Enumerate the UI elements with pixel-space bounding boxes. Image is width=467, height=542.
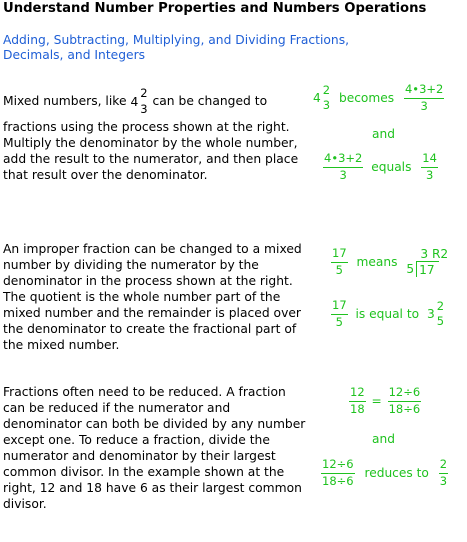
frac-den: 18÷6 xyxy=(322,473,354,488)
frac-num: 14 xyxy=(421,153,438,168)
mixed-den: 3 xyxy=(322,98,331,112)
mixed-whole: 4 xyxy=(130,94,139,109)
section3-and: and xyxy=(372,432,395,446)
section3-example2 xyxy=(321,459,448,487)
mixed-whole: 3 xyxy=(426,307,435,321)
ex2-fraction xyxy=(321,459,355,487)
page-subtitle: Adding, Subtracting, Multiplying, and Dividing Fractions, Decimals, and Integers xyxy=(3,33,350,62)
section1-inline-mixed-number xyxy=(130,88,148,115)
ex2-result xyxy=(439,459,448,487)
frac-den: 5 xyxy=(335,314,343,329)
frac-den: 18 xyxy=(350,401,365,416)
frac-num: 17 xyxy=(331,248,348,263)
section3-example1 xyxy=(349,387,421,415)
frac-den: 3 xyxy=(339,167,347,182)
long-division xyxy=(406,247,448,277)
ex2-fraction xyxy=(331,300,348,328)
section1-text-rest: fractions using the process shown at the right. Multiply the denominator by the whole number, add the result to the numerator, and then place that result over the denominator. xyxy=(3,120,299,182)
reduces-to-label: reduces to xyxy=(364,465,429,480)
frac-num: 12÷6 xyxy=(388,387,422,402)
section1-text-after: can be changed to xyxy=(152,94,268,108)
frac-den: 18÷6 xyxy=(388,401,421,416)
becomes-label: becomes xyxy=(338,90,395,105)
frac-num: 12 xyxy=(349,387,366,402)
section1-and: and xyxy=(372,127,395,141)
mixed-whole: 4 xyxy=(313,91,321,105)
frac-num: 12÷6 xyxy=(321,459,355,474)
ex2-result xyxy=(421,153,438,181)
mixed-den: 5 xyxy=(436,314,445,328)
section1-paragraph xyxy=(3,88,308,183)
frac-num: 4•3+2 xyxy=(323,153,363,168)
section2-example1 xyxy=(331,247,448,277)
division-dividend: 17 xyxy=(416,261,439,277)
section1-example2 xyxy=(323,153,438,181)
section2-example2 xyxy=(331,300,445,328)
is-equal-to-label: is equal to xyxy=(355,306,420,321)
ex1-right-fraction xyxy=(388,387,422,415)
mixed-den: 3 xyxy=(140,101,148,116)
ex1-mixed-number xyxy=(313,82,331,112)
frac-num: 17 xyxy=(331,300,348,315)
equals-label: equals xyxy=(371,159,412,174)
division-quotient: 3 R2 xyxy=(420,247,449,261)
ex2-mixed-number xyxy=(426,298,445,328)
mixed-num: 2 xyxy=(436,298,445,313)
section3-paragraph: Fractions often need to be reduced. A fraction can be reduced if the numerator and denominator can both be divided by any number except one. To reduce a fraction, divide the numerator and denominator by their largest common divisor. In the example shown at the right, 12 and 18 have 6 as their largest common divisor. xyxy=(3,385,306,511)
frac-den: 3 xyxy=(420,98,428,113)
mixed-num: 2 xyxy=(140,86,148,100)
means-label: means xyxy=(356,254,398,269)
ex1-fraction xyxy=(331,248,348,276)
section2-paragraph: An improper fraction can be changed to a mixed number by dividing the numerator by the denominator in the process shown at the right. The quotient is the whole number part of the mixed number and the remainder is placed over the denominator to create the fractional part of the mixed number. xyxy=(3,242,302,352)
section1-example1 xyxy=(313,84,444,112)
section1-text-before: Mixed numbers, like xyxy=(3,94,127,108)
equals-sign: = xyxy=(371,393,382,408)
ex2-fraction xyxy=(323,153,363,181)
division-divisor: 5 xyxy=(406,262,415,276)
mixed-num: 2 xyxy=(322,82,331,97)
frac-den: 3 xyxy=(439,473,448,488)
frac-den: 5 xyxy=(335,262,343,277)
frac-den: 3 xyxy=(425,167,434,182)
ex1-left-fraction xyxy=(349,387,366,415)
page-title: Understand Number Properties and Numbers Operations xyxy=(3,1,427,16)
frac-num: 2 xyxy=(439,459,448,474)
frac-num: 4•3+2 xyxy=(404,84,444,99)
ex1-fraction xyxy=(404,84,444,112)
